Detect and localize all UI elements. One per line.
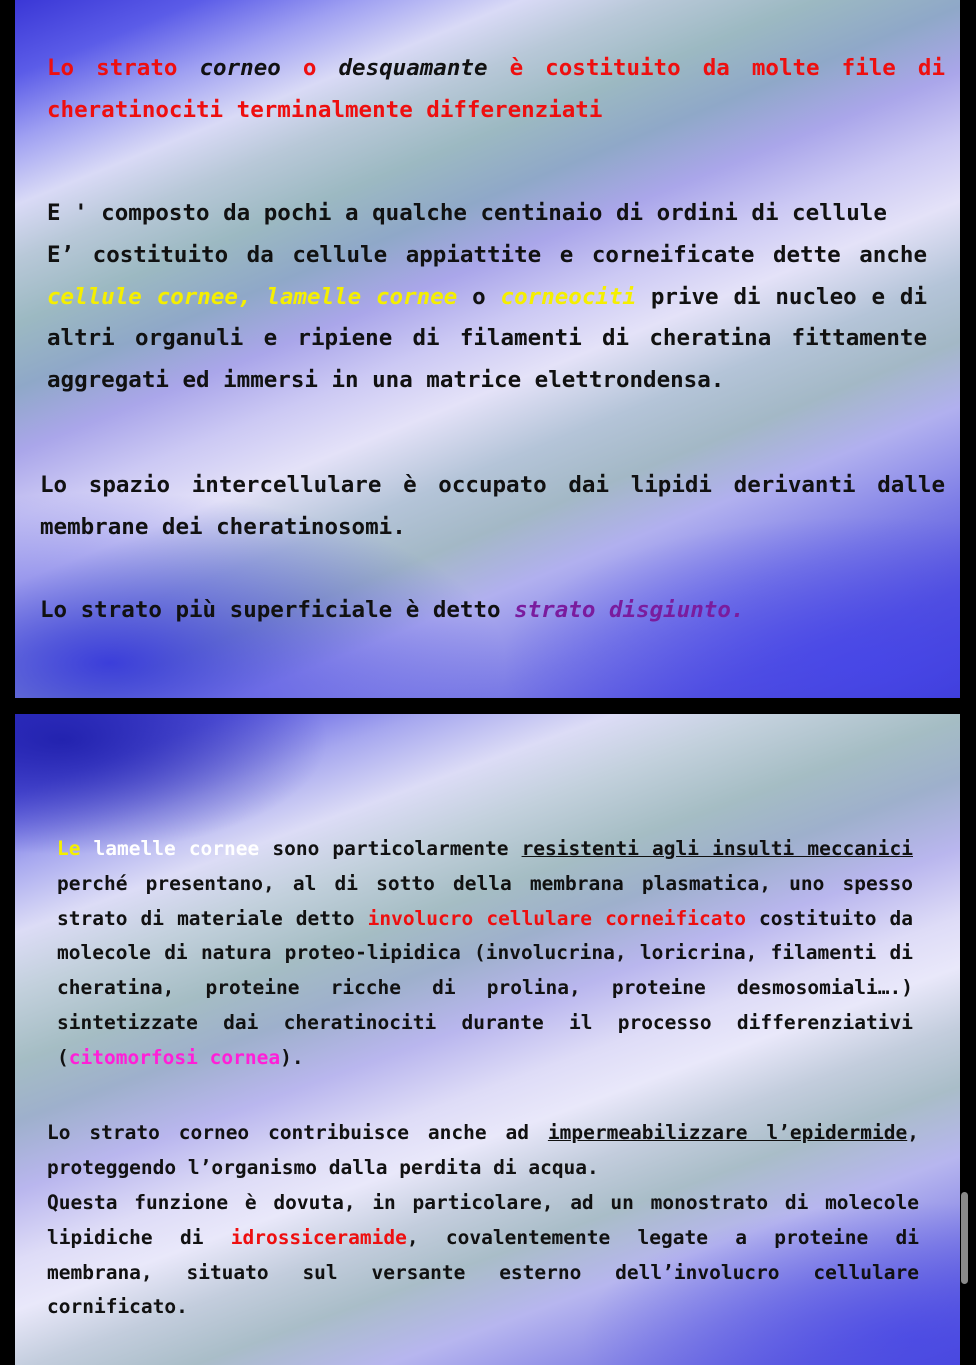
text-proteggendo: , proteggendo l’organismo dalla perdita di acqua. xyxy=(47,1121,919,1179)
text-lamelle-cornee: lamelle cornee xyxy=(80,837,260,860)
text-costituito-da-molecole: costituito da molecole di natura proteo-lipidica (involucrina, loricrina, filamenti di cheratina, proteine ricche di prolina, proteine desmosomiali….) sintetizzate dai cheratinociti durante il processo differenziativi ( xyxy=(57,906,913,1069)
text-sono-particolarmente: sono particolarmente xyxy=(259,837,522,860)
text-involucro-cellulare: involucro cellulare corneificato xyxy=(367,906,746,930)
text-questa-funzione: Questa funzione è dovuta, in particolare, ad un monostrato di molecole lipidiche di xyxy=(47,1191,919,1249)
slide2-paragraph-2 xyxy=(47,1116,919,1186)
slide1-paragraph-1 xyxy=(47,48,945,131)
text-cellule-cornee: cellule cornee, lamelle cornee xyxy=(47,283,458,310)
text-closing: ). xyxy=(280,1045,304,1069)
scrollbar-thumb[interactable] xyxy=(961,1192,968,1284)
text-idrossiceramide: idrossiceramide xyxy=(230,1225,407,1249)
text-citomorfosi-cornea: citomorfosi cornea xyxy=(68,1045,281,1069)
slide2-paragraph-1 xyxy=(57,832,913,1076)
slide1-paragraph-2-line-1 xyxy=(47,193,945,235)
text-prive-di-nucleo: prive di nucleo e di altri organuli e ripiene di filamenti di cheratina fittamente aggregati ed immersi in una matrice elettrondensa. xyxy=(47,283,927,393)
text-contribuisce: Lo strato corneo contribuisce anche ad xyxy=(47,1121,548,1144)
text-resistenti-insulti: resistenti agli insulti meccanici xyxy=(521,837,913,860)
text-strato-disgiunto: strato disgiunto. xyxy=(514,597,745,623)
slide2-paragraph-3 xyxy=(47,1186,919,1325)
text-lo-strato: Lo strato xyxy=(47,55,200,81)
text-desquamante: desquamante xyxy=(338,55,488,81)
text-impermeabilizzare: impermeabilizzare l’epidermide xyxy=(547,1121,908,1144)
slide-2 xyxy=(15,714,960,1365)
slide-1 xyxy=(15,0,960,698)
text-le: Le xyxy=(57,837,81,860)
slide1-paragraph-4 xyxy=(40,590,945,632)
text-o-2: o xyxy=(457,283,501,310)
slide1-paragraph-2 xyxy=(47,235,927,401)
text-composto: E ' composto da pochi a qualche centinaio di ordini di cellule xyxy=(47,200,887,226)
text-corneociti: corneociti xyxy=(500,283,637,310)
text-spazio-intercellulare: Lo spazio intercellulare è occupato dai lipidi derivanti dalle membrane dei cheratinosomi. xyxy=(40,472,945,540)
text-corneo: corneo xyxy=(199,55,281,81)
slide1-paragraph-3 xyxy=(40,465,945,548)
text-strato-superficiale: Lo strato più superficiale è detto xyxy=(40,597,515,623)
text-perche-presentano: perché presentano, al di sotto della membrana plasmatica, uno spesso strato di materiale detto xyxy=(57,871,913,930)
text-costituito: è costituito da molte file di cheratinociti terminalmente differenziati xyxy=(47,55,946,123)
text-covalentemente: , covalentemente legate a proteine di membrana, situato sul versante esterno dell’involucro cellulare cornificato. xyxy=(47,1225,919,1319)
text-o: o xyxy=(280,55,339,81)
text-costituito-cellule: E’ costituito da cellule appiattite e corneificate dette anche xyxy=(47,242,927,268)
